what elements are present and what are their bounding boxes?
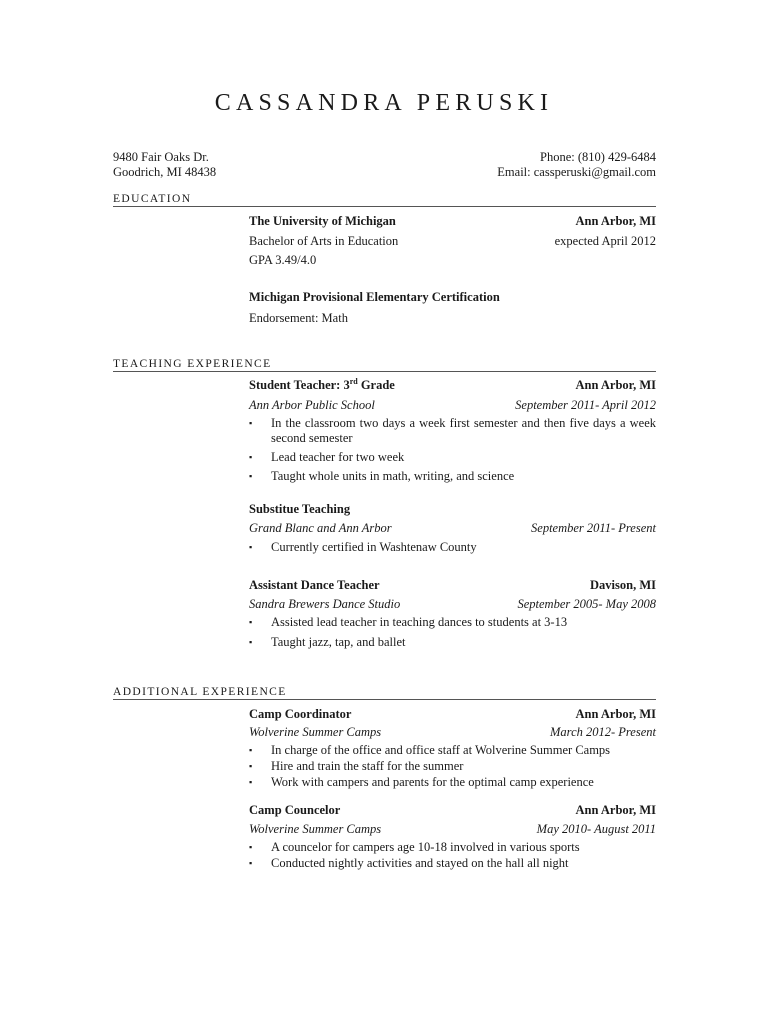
- job-organization: Sandra Brewers Dance Studio: [249, 597, 401, 611]
- job-organization: Ann Arbor Public School: [249, 398, 375, 412]
- additional-job2-title-row: [249, 803, 656, 818]
- school-name: The University of Michigan: [249, 214, 396, 228]
- teaching-job2-bullets: [249, 540, 656, 555]
- bullet-icon: ▪: [249, 637, 253, 647]
- list-item: ▪ Work with campers and parents for the optimal camp experience: [249, 775, 594, 789]
- graduation-date: expected April 2012: [554, 234, 656, 248]
- list-item: ▪ In charge of the office and office staff at Wolverine Summer Camps: [249, 743, 611, 757]
- bullet-icon: ▪: [249, 745, 253, 755]
- email-address: Email: cassperuski@gmail.com: [497, 165, 656, 179]
- address-street: 9480 Fair Oaks Dr.: [113, 150, 209, 164]
- list-item: ▪ Taught whole units in math, writing, and science: [249, 469, 515, 483]
- education-gpa-row: [249, 253, 656, 268]
- endorsement-row: [249, 311, 656, 326]
- additional-job1-org-row: [249, 725, 656, 740]
- bullet-icon: ▪: [249, 452, 253, 462]
- bullet-icon: ▪: [249, 858, 253, 868]
- certification-row: [249, 290, 656, 305]
- teaching-job2-title-row: [249, 502, 656, 517]
- teaching-job3-title-row: [249, 578, 656, 593]
- job-dates: September 2011- Present: [531, 521, 656, 535]
- list-item: ▪ Lead teacher for two week: [249, 450, 405, 464]
- job-title: Assistant Dance Teacher: [249, 578, 380, 592]
- bullet-icon: ▪: [249, 842, 253, 852]
- teaching-job1-bullets: [249, 416, 656, 484]
- bullet-icon: ▪: [249, 542, 253, 552]
- additional-job2-bullets: [249, 840, 656, 871]
- job-dates: September 2011- April 2012: [515, 398, 656, 412]
- list-item: ▪ Currently certified in Washtenaw County: [249, 540, 477, 554]
- bullet-icon: ▪: [249, 617, 253, 627]
- job-organization: Wolverine Summer Camps: [249, 725, 382, 739]
- contact-block: [497, 150, 656, 180]
- endorsement: Endorsement: Math: [249, 311, 348, 325]
- school-location: Ann Arbor, MI: [575, 214, 656, 228]
- gpa: GPA 3.49/4.0: [249, 253, 317, 267]
- job-organization: Wolverine Summer Camps: [249, 822, 382, 836]
- list-item: ▪ In the classroom two days a week first semester and then five days a week second semester: [249, 416, 656, 445]
- list-item: ▪ Assisted lead teacher in teaching dances to students at 3-13: [249, 615, 568, 629]
- phone-number: Phone: (810) 429-6484: [540, 150, 656, 164]
- list-item: ▪ Conducted nightly activities and stayed on the hall all night: [249, 856, 569, 870]
- address-block: [113, 150, 216, 180]
- additional-job1-bullets: [249, 743, 656, 790]
- job-location: Ann Arbor, MI: [575, 378, 656, 392]
- job-title: Substitue Teaching: [249, 502, 351, 516]
- section-heading-additional: ADDITIONAL EXPERIENCE: [113, 686, 656, 700]
- teaching-job3-bullets: [249, 615, 656, 650]
- list-item: ▪ Taught jazz, tap, and ballet: [249, 635, 406, 649]
- teaching-job1-org-row: [249, 398, 656, 413]
- list-item: ▪ A councelor for campers age 10-18 involved in various sports: [249, 840, 580, 854]
- job-dates: September 2005- May 2008: [517, 597, 656, 611]
- job-dates: March 2012- Present: [550, 725, 656, 739]
- bullet-icon: ▪: [249, 471, 253, 481]
- section-heading-teaching: TEACHING EXPERIENCE: [113, 358, 656, 372]
- resume-name: CASSANDRA PERUSKI: [214, 90, 554, 116]
- bullet-icon: ▪: [249, 418, 253, 428]
- job-organization: Grand Blanc and Ann Arbor: [249, 521, 392, 535]
- certification: Michigan Provisional Elementary Certification: [249, 290, 500, 304]
- job-location: Ann Arbor, MI: [575, 707, 656, 721]
- education-degree-row: [249, 234, 656, 249]
- section-heading-education: EDUCATION: [113, 193, 656, 207]
- list-item: ▪ Hire and train the staff for the summer: [249, 759, 464, 773]
- education-school-row: [249, 214, 656, 229]
- job-location: Ann Arbor, MI: [575, 803, 656, 817]
- additional-job1-title-row: [249, 707, 656, 722]
- bullet-icon: ▪: [249, 761, 253, 771]
- bullet-icon: ▪: [249, 777, 253, 787]
- address-city: Goodrich, MI 48438: [113, 165, 217, 179]
- job-title: Camp Councelor: [249, 803, 341, 817]
- job-title: Student Teacher: 3rd Grade: [249, 376, 395, 392]
- additional-job2-org-row: [249, 822, 656, 837]
- job-title: Camp Coordinator: [249, 707, 352, 721]
- degree: Bachelor of Arts in Education: [249, 234, 399, 248]
- teaching-job2-org-row: [249, 521, 656, 536]
- job-location: Davison, MI: [590, 578, 656, 592]
- teaching-job1-title-row: [249, 378, 656, 393]
- teaching-job3-org-row: [249, 597, 656, 612]
- job-dates: May 2010- August 2011: [536, 822, 656, 836]
